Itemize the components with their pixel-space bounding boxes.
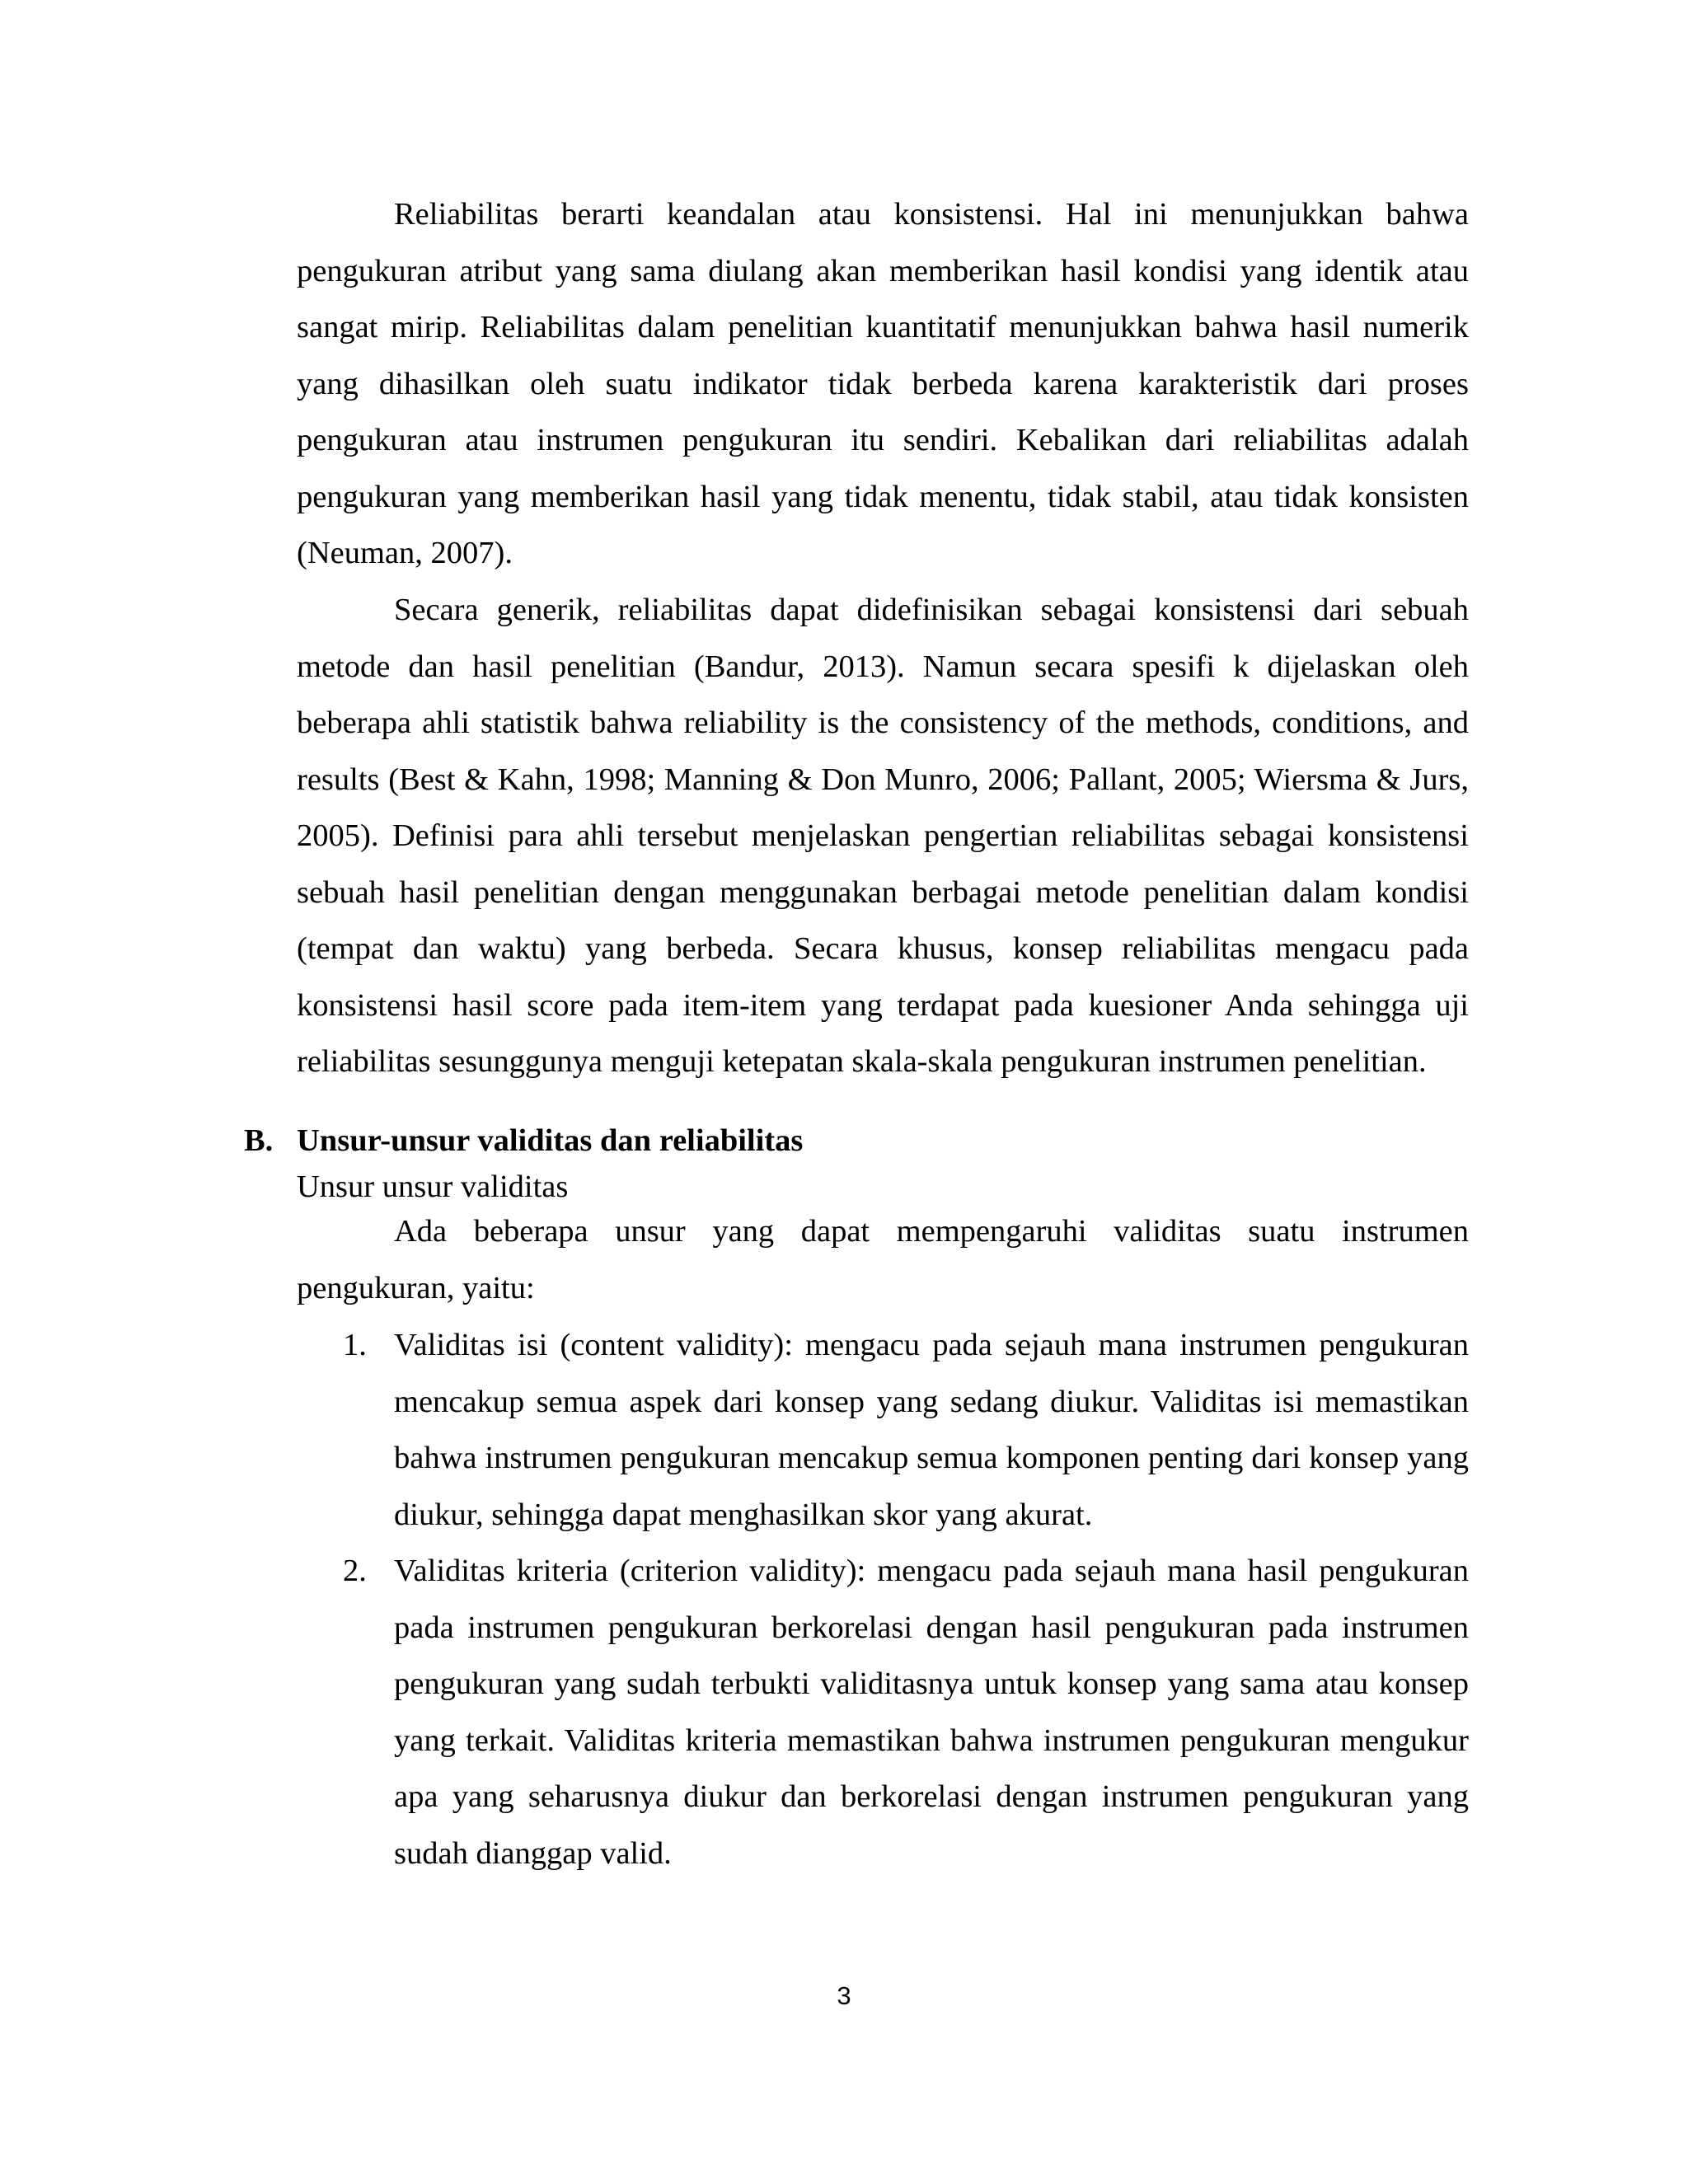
list-item-criterion-validity bbox=[297, 1543, 1469, 1882]
list-item-number: 1. bbox=[343, 1328, 367, 1362]
section-letter: B. bbox=[244, 1123, 274, 1158]
page-number: 3 bbox=[837, 1981, 851, 2010]
list-item-text: Validitas isi (content validity): mengacu pada sejauh mana instrumen pengukuran mencakup semua aspek dari konsep yang sedang diukur. Validitas isi memastikan bahwa instrumen pengukuran mencakup semua komponen penting dari konsep yang diukur, sehingga dapat menghasilkan skor yang akurat. bbox=[394, 1328, 1469, 1532]
validity-list bbox=[297, 1317, 1469, 1882]
paragraph-reliability-generic: Secara generik, reliabilitas dapat didefinisikan sebagai konsistensi dari sebuah metode dan hasil penelitian (Bandur, 2013). Namun secara spesifi k dijelaskan oleh beberapa ahli statistik bahwa reliability is the consistency of the methods, conditions, and results (Best & Kahn, 1998; Manning & Don Munro, 2006; Pallant, 2005; Wiersma & Jurs, 2005). Definisi para ahli tersebut menjelaskan pengertian reliabilitas sebagai konsistensi sebuah hasil penelitian dengan menggunakan berbagai metode penelitian dalam kondisi (tempat dan waktu) yang berbeda. Secara khusus, konsep reliabilitas mengacu pada konsistensi hasil score pada item-item yang terdapat pada kuesioner Anda sehingga uji reliabilitas sesunggunya menguji ketepatan skala-skala pengukuran instrumen penelitian. bbox=[297, 593, 1469, 1079]
section-title: Unsur-unsur validitas dan reliabilitas bbox=[297, 1123, 804, 1158]
subheading-validity-elements: Unsur unsur validitas bbox=[297, 1169, 569, 1204]
paragraph-validity-intro: Ada beberapa unsur yang dapat mempengaruhi validitas suatu instrumen pengukuran, yaitu: bbox=[297, 1214, 1469, 1305]
list-item-number: 2. bbox=[343, 1554, 367, 1588]
list-item-text: Validitas kriteria (criterion validity): mengacu pada sejauh mana hasil pengukuran pada instrumen pengukuran berkorelasi dengan hasil pengukuran pada instrumen pengukuran yang sudah terbukti validitasnya untuk konsep yang sama atau konsep yang terkait. Validitas kriteria memastikan bahwa instrumen pengukuran mengukur apa yang seharusnya diukur dan berkorelasi dengan instrumen pengukuran yang sudah dianggap valid. bbox=[394, 1554, 1469, 1871]
list-item-content-validity bbox=[297, 1317, 1469, 1543]
paragraph-reliability-definition: Reliabilitas berarti keandalan atau konsistensi. Hal ini menunjukkan bahwa pengukuran atribut yang sama diulang akan memberikan hasil kondisi yang identik atau sangat mirip. Reliabilitas dalam penelitian kuantitatif menunjukkan bahwa hasil numerik yang dihasilkan oleh suatu indikator tidak berbeda karena karakteristik dari proses pengukuran atau instrumen pengukuran itu sendiri. Kebalikan dari reliabilitas adalah pengukuran yang memberikan hasil yang tidak menentu, tidak stabil, atau tidak konsisten (Neuman, 2007). bbox=[297, 197, 1469, 570]
